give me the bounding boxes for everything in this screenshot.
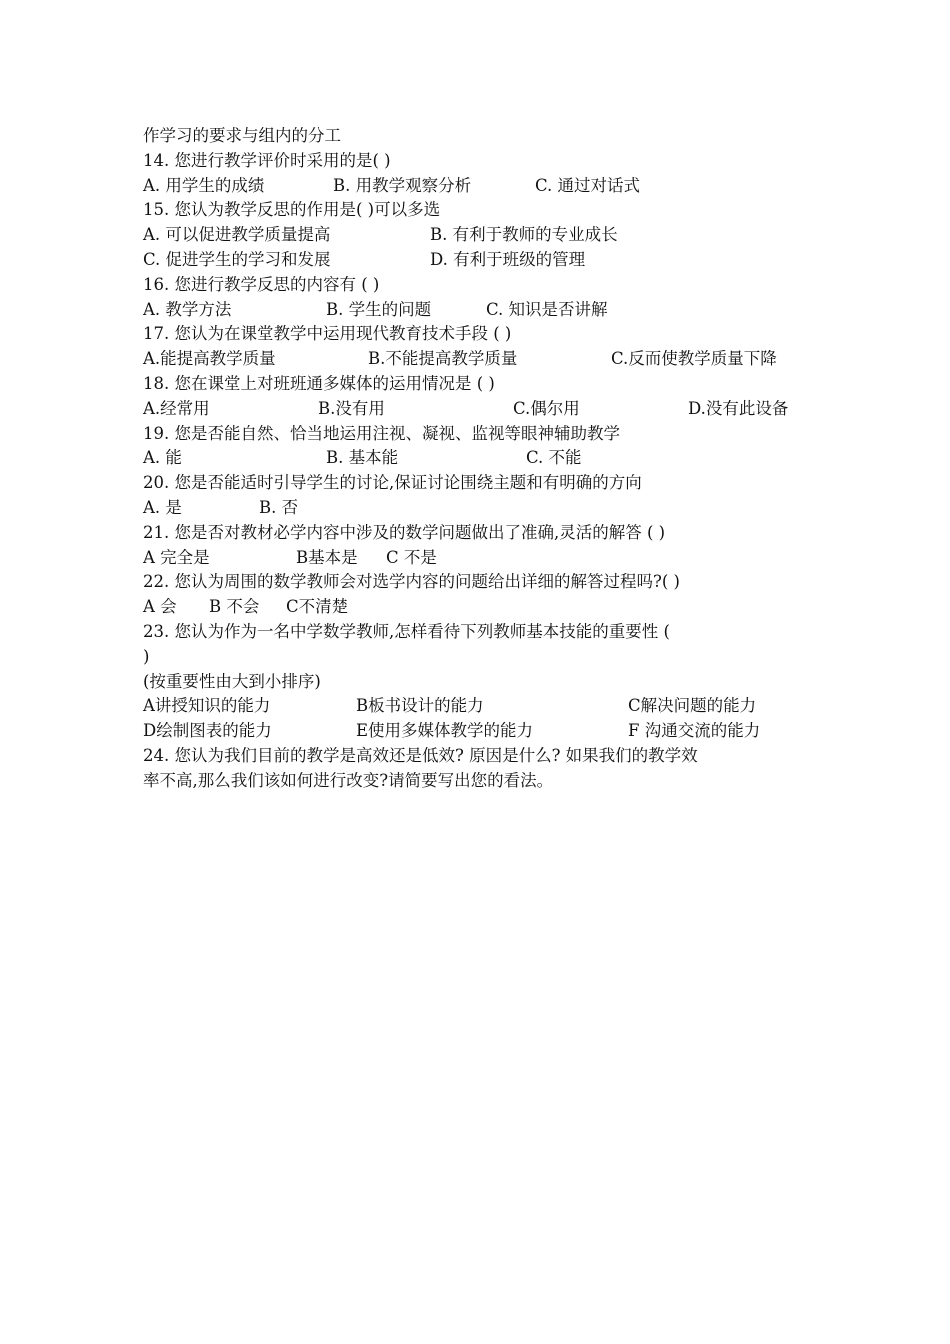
option-a: A. 教学方法	[143, 299, 232, 319]
option-b: B板书设计的能力	[356, 696, 484, 716]
document-page	[143, 124, 813, 794]
question-14-options	[143, 174, 813, 199]
option-c: C.反而使教学质量下降	[611, 349, 777, 369]
question-15-options-ab	[143, 223, 813, 248]
question-24: 24. 您认为我们目前的教学是高效还是低效? 原因是什么? 如果我们的教学效	[143, 745, 698, 765]
option-c: C.偶尔用	[513, 398, 580, 418]
question-23-bracket-close: )	[143, 646, 150, 666]
question-16-options	[143, 298, 813, 323]
option-b: B. 用教学观察分析	[333, 175, 472, 195]
option-b: B.没有用	[318, 398, 385, 418]
question-19: 19. 您是否能自然、恰当地运用注视、凝视、监视等眼神辅助教学	[143, 423, 620, 443]
question-17: 17. 您认为在课堂教学中运用现代教育技术手段 ( )	[143, 324, 512, 344]
text-line: 作学习的要求与组内的分工	[143, 126, 341, 145]
question-15-options-cd	[143, 248, 813, 273]
option-b: B. 学生的问题	[326, 299, 432, 319]
option-a: A. 能	[143, 448, 182, 468]
question-20: 20. 您是否能适时引导学生的讨论,保证讨论围绕主题和有明确的方向	[143, 473, 642, 493]
option-b: B.不能提高教学质量	[368, 349, 518, 369]
option-d: D.没有此设备	[688, 398, 789, 418]
question-14: 14. 您进行教学评价时采用的是( )	[143, 150, 391, 170]
option-a: A讲授知识的能力	[143, 696, 271, 716]
question-16: 16. 您进行教学反思的内容有 ( )	[143, 274, 380, 294]
option-a: A 完全是	[143, 547, 210, 567]
option-a: A 会	[143, 597, 177, 617]
option-c: C. 不能	[526, 448, 582, 468]
question-15: 15. 您认为教学反思的作用是( )可以多选	[143, 200, 441, 220]
question-23: 23. 您认为作为一名中学数学教师,怎样看待下列教师基本技能的重要性 (	[143, 621, 670, 641]
option-b: B基本是	[296, 547, 358, 567]
option-a: A.经常用	[143, 398, 210, 418]
option-b: B. 基本能	[326, 448, 399, 468]
option-c: C解决问题的能力	[628, 696, 757, 716]
option-e: E使用多媒体教学的能力	[356, 721, 534, 741]
question-22-options	[143, 595, 813, 620]
question-23-options-abc	[143, 694, 813, 719]
question-18-options	[143, 397, 813, 422]
question-21-options	[143, 546, 813, 571]
option-d: D. 有利于班级的管理	[430, 249, 586, 269]
option-c: C. 知识是否讲解	[486, 299, 608, 319]
option-b: B. 否	[259, 497, 299, 517]
option-c: C. 通过对话式	[535, 175, 641, 195]
question-18: 18. 您在课堂上对班班通多媒体的运用情况是 ( )	[143, 373, 495, 393]
option-b: B 不会	[209, 597, 260, 617]
question-17-options	[143, 347, 813, 372]
option-a: A. 可以促进教学质量提高	[143, 225, 331, 245]
option-c: C. 促进学生的学习和发展	[143, 249, 331, 269]
question-21: 21. 您是否对教材必学内容中涉及的数学问题做出了准确,灵活的解答 ( )	[143, 522, 666, 542]
question-23-instruction: (按重要性由大到小排序)	[143, 671, 321, 691]
option-a: A. 是	[143, 497, 182, 517]
option-a: A.能提高教学质量	[143, 349, 276, 369]
question-20-options	[143, 496, 813, 521]
question-22: 22. 您认为周围的数学教师会对选学内容的问题给出详细的解答过程吗?( )	[143, 572, 680, 592]
question-23-options-def	[143, 719, 813, 744]
option-a: A. 用学生的成绩	[143, 175, 265, 195]
option-d: D绘制图表的能力	[143, 721, 272, 741]
question-19-options	[143, 446, 813, 471]
question-24-continued: 率不高,那么我们该如何进行改变?请简要写出您的看法。	[143, 770, 554, 790]
option-f: F 沟通交流的能力	[628, 721, 761, 741]
option-b: B. 有利于教师的专业成长	[430, 225, 618, 245]
option-c: C不清楚	[286, 597, 349, 617]
option-c: C 不是	[386, 547, 437, 567]
